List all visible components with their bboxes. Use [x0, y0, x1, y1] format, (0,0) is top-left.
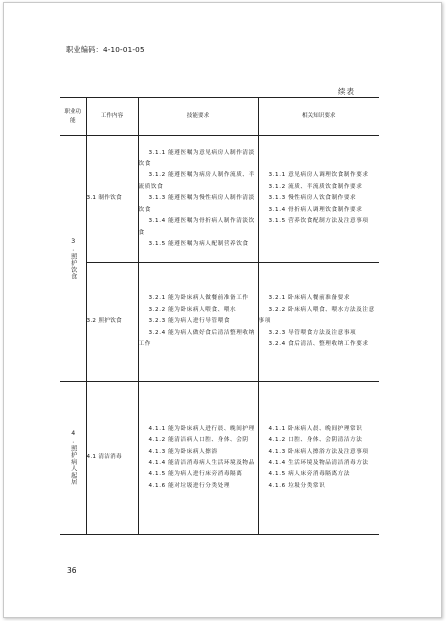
knowledge-item: 4.1.2 口腔、身体、会阴清洁方法: [268, 437, 363, 444]
knowledge-item: 4.1.5 病人床旁消毒隔离方法: [268, 471, 351, 478]
header-skills: 技能要求: [138, 98, 258, 136]
skill-item: 3.1.4 能遵医嘱为骨折病人制作清淡饮食: [138, 218, 255, 236]
header-knowledge: 相关知识要求: [258, 98, 379, 136]
knowledge-cell: [258, 136, 379, 263]
knowledge-cell: [258, 382, 379, 535]
continued-label: 续表: [338, 87, 355, 96]
skill-item: 4.1.5 能为病人进行床旁消毒隔离: [148, 471, 243, 478]
skills-cell: [138, 382, 258, 535]
task-label: 4.1 清洁消毒: [86, 454, 122, 461]
function-cell: [60, 136, 86, 382]
knowledge-item: 3.2.2 卧床病人喂食、喂水方法及注意事项: [258, 306, 375, 325]
knowledge-item: 3.1.5 营养饮食配制方法及注意事项: [268, 218, 369, 225]
skill-item: 4.1.1 能为卧床病人进行晨、晚间护理: [148, 425, 255, 432]
knowledge-item: 3.1.4 骨折病人调理饮食制作要求: [268, 206, 363, 213]
page-number: 36: [67, 566, 77, 575]
skill-item: 4.1.3 能为卧床病人擦浴: [148, 448, 218, 455]
skill-item: 3.1.5 能遵医嘱为病人配制营养饮食: [148, 240, 249, 247]
skill-item: 3.1.1 能遵医嘱为意见病房人制作清淡饮食: [138, 149, 255, 168]
skills-cell: [138, 263, 258, 382]
knowledge-item: 3.1.1 意见病房人调理饮食制作要求: [268, 172, 369, 179]
knowledge-item: 4.1.3 卧床病人擦浴方法及注意事项: [268, 448, 369, 455]
task-cell: [86, 263, 138, 382]
table-row: [60, 263, 379, 382]
header-task: 工作内容: [86, 98, 138, 136]
skill-item: 3.2.4 能为病人做好食后清洁整理收纳工作: [138, 329, 255, 348]
skill-item: 3.2.3 能为病人进行导管喂食: [148, 318, 231, 325]
table-row: [60, 136, 379, 263]
knowledge-item: 3.2.3 导管喂食方法及注意事项: [268, 329, 357, 336]
knowledge-cell: [258, 263, 379, 382]
skills-table: [60, 97, 379, 535]
table-header-row: [60, 98, 379, 136]
knowledge-item: 3.2.1 卧床病人餐前准备要求: [268, 295, 351, 302]
task-cell: [86, 382, 138, 535]
header-function: 职业功能: [60, 98, 86, 136]
task-label: 3.2 照护饮食: [86, 318, 122, 325]
task-label: 3.1 制作饮食: [86, 195, 122, 202]
function-cell: [60, 382, 86, 535]
skill-item: 4.1.2 能清洁病人口腔、身体、会阴: [148, 437, 249, 444]
knowledge-item: 4.1.4 生活环境及物品清洁消毒方法: [268, 460, 369, 466]
knowledge-item: 4.1.6 垃圾分类常识: [268, 482, 326, 489]
occupation-code: 职业编码：4-10-01-05: [66, 45, 145, 54]
function-label: 4.照护病人起居: [69, 430, 77, 486]
knowledge-item: 3.1.3 慢性病房人饮食制作要求: [268, 195, 357, 202]
skills-cell: [138, 136, 258, 263]
task-cell: [86, 136, 138, 263]
skill-item: 3.2.1 能为卧床病人做餐前准备工作: [148, 295, 249, 302]
skill-item: 4.1.6 能对垃圾进行分类处理: [148, 482, 231, 489]
function-label: 3.照护饮食: [69, 237, 77, 280]
knowledge-item: 4.1.1 卧床病人晨、晚间护理常识: [268, 425, 363, 432]
knowledge-item: 3.2.4 食后清洁、整理收纳工作要求: [268, 341, 369, 348]
skill-item: 3.1.2 能遵医嘱为病房人制作流质、半流质饮食: [138, 172, 255, 190]
skill-item: 3.2.2 能为卧床病人喂食、喂水: [148, 306, 237, 313]
skill-item: 3.1.3 能遵医嘱为慢性病房人制作清淡饮食: [138, 195, 255, 213]
skill-item: 4.1.4 能清洁消毒病人生活环境及物品: [148, 460, 255, 466]
knowledge-item: 3.1.2 流质、半流质饮食制作要求: [268, 183, 363, 190]
table-row: [60, 382, 379, 535]
